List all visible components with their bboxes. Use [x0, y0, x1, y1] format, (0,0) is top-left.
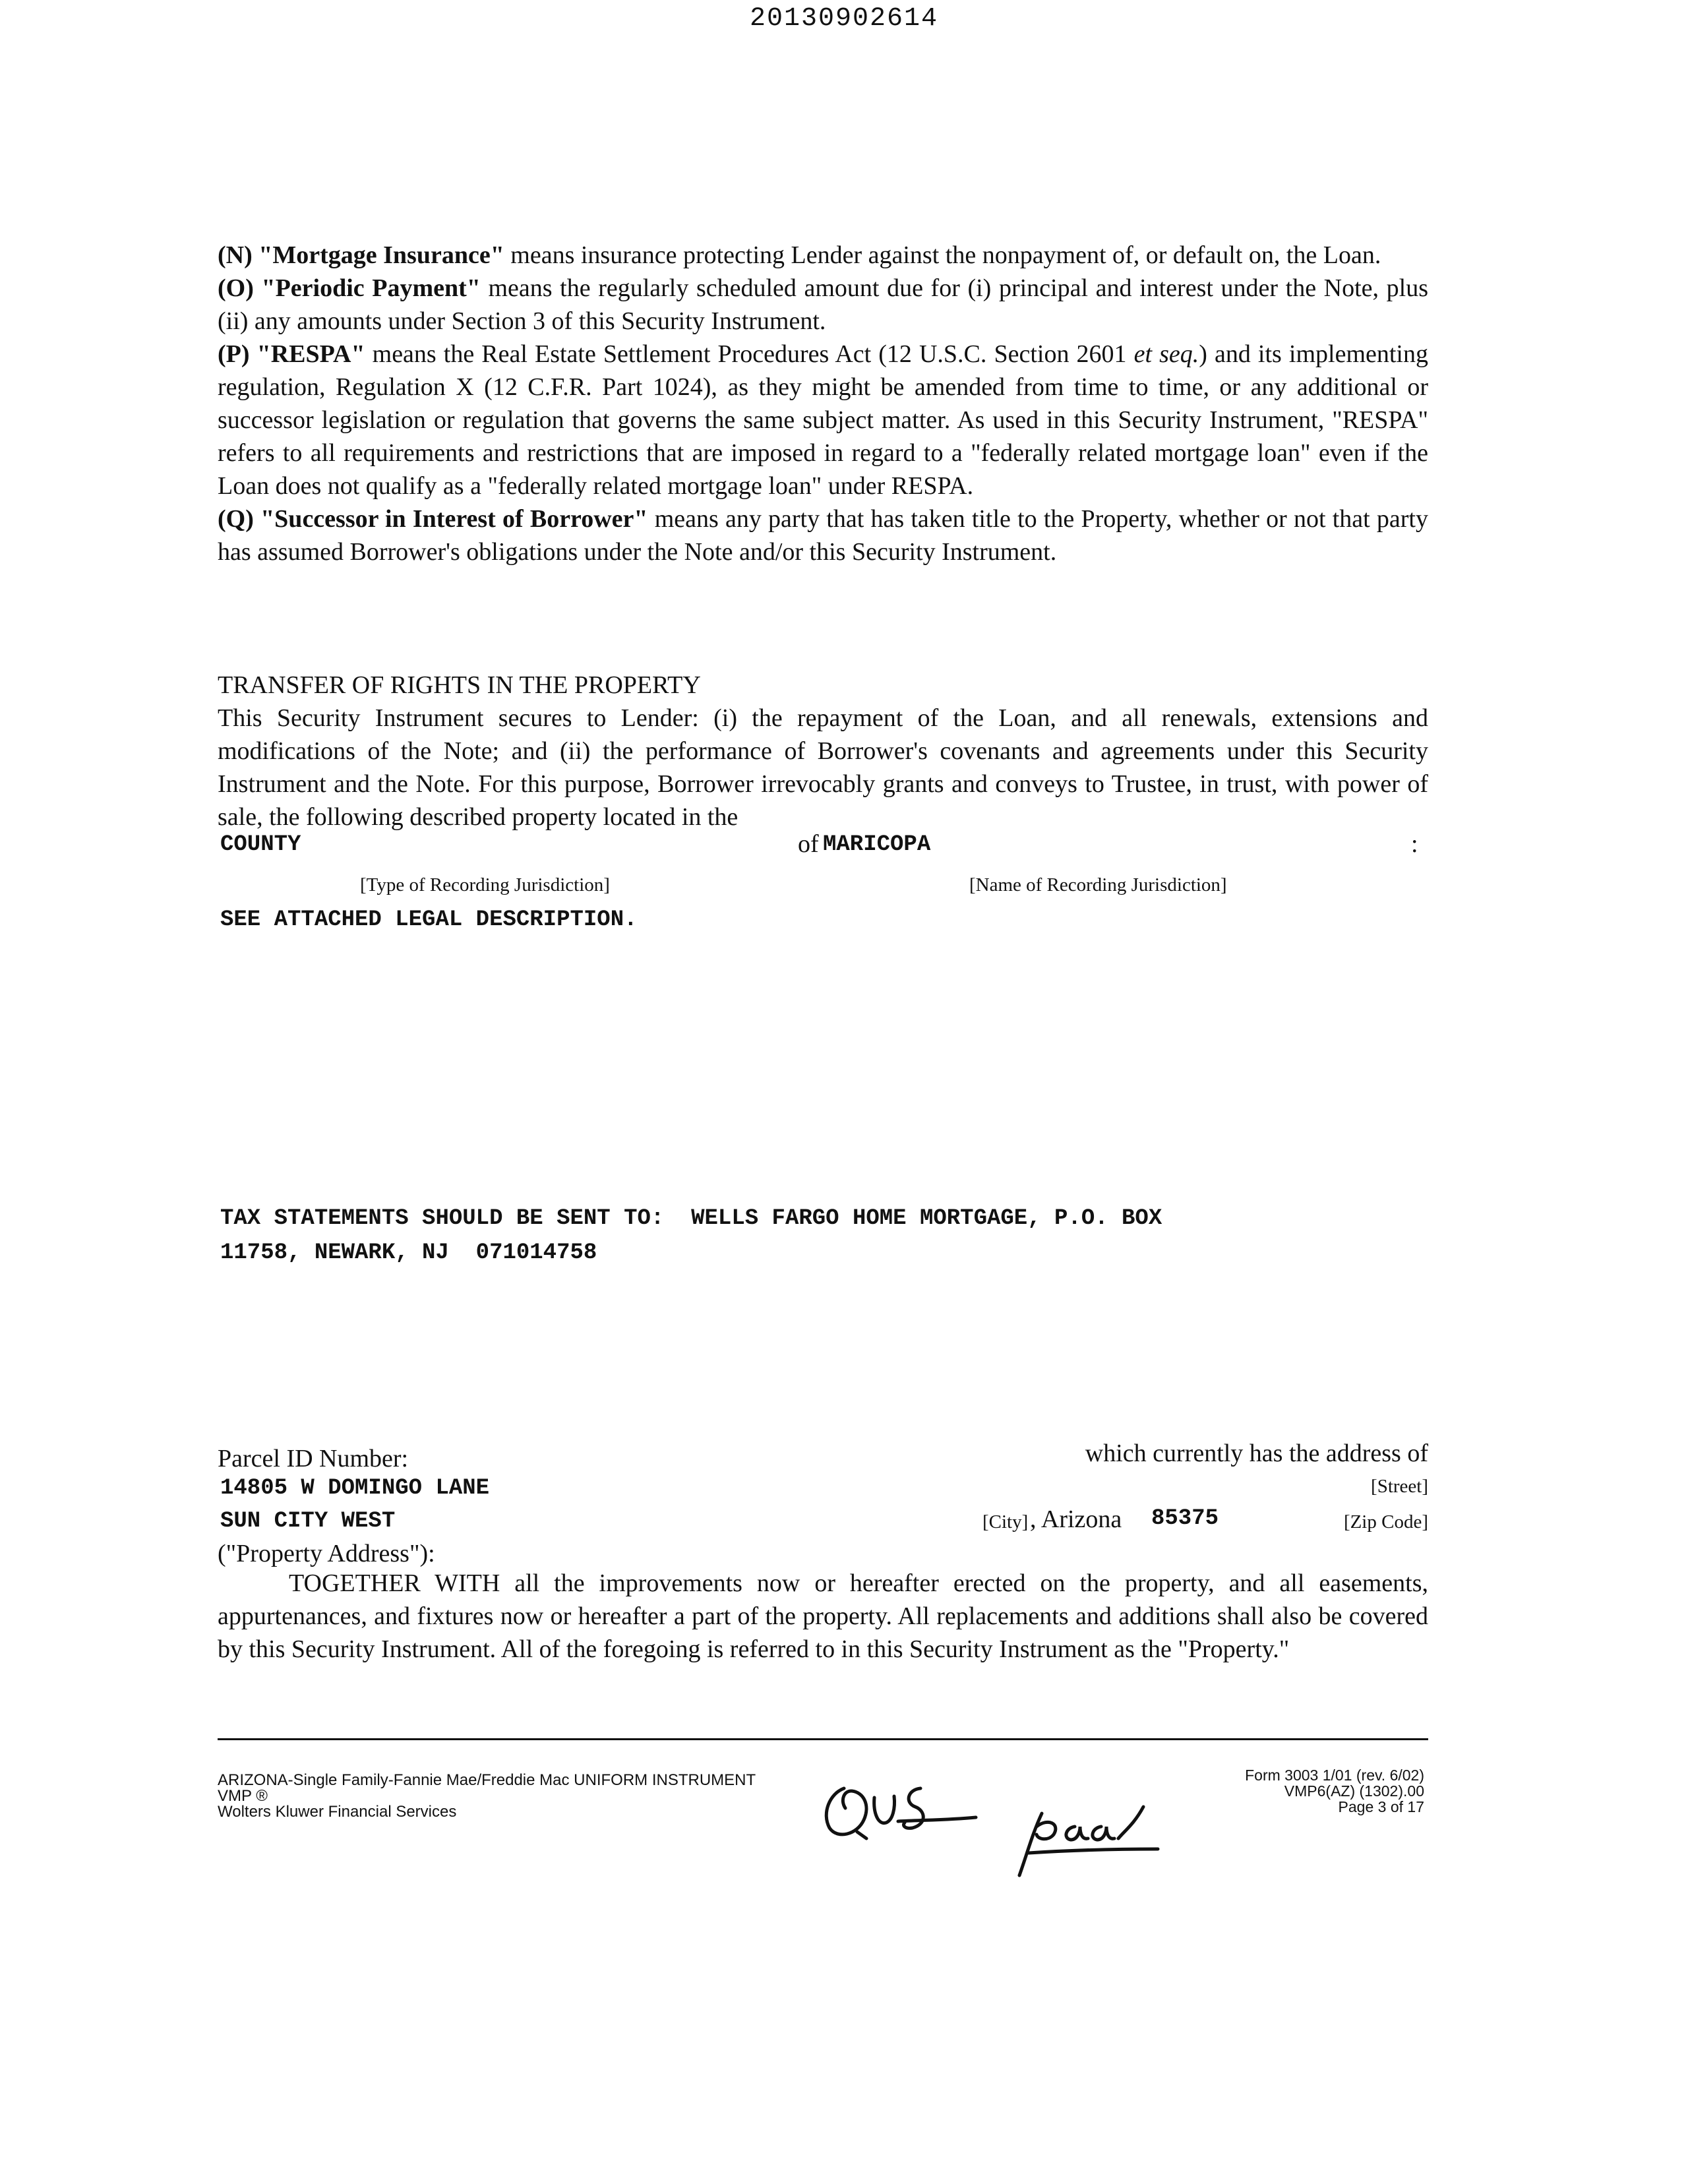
street-value: 14805 W DOMINGO LANE: [220, 1476, 490, 1501]
parcel-id-label: Parcel ID Number:: [218, 1445, 409, 1472]
property-address-label: ("Property Address"):: [218, 1540, 435, 1567]
address-intro: which currently has the address of: [1085, 1440, 1428, 1467]
jurisdiction-type-value: COUNTY: [220, 832, 301, 857]
recording-document-number: 20130902614: [749, 4, 939, 34]
jurisdiction-type-label: [Type of Recording Jurisdiction]: [360, 874, 610, 895]
definition-term: "Successor in Interest of Borrower": [260, 505, 648, 533]
tax-statement: [220, 1201, 1162, 1270]
jurisdiction-labels: [218, 874, 1428, 901]
definition-letter: (N): [218, 241, 253, 269]
jurisdiction-colon: :: [1411, 830, 1418, 858]
definition-p: [218, 338, 1428, 502]
tax-statement-line-2: 11758, NEWARK, NJ 071014758: [220, 1240, 597, 1265]
definition-italic: et seq.: [1133, 340, 1199, 368]
jurisdiction-name-label: [Name of Recording Jurisdiction]: [969, 874, 1227, 895]
zip-value: 85375: [1151, 1506, 1219, 1531]
definition-text-continued: ) and its implementing regulation, Regulation X (12 C.F.R. Part 1024), as they might be amended from time to time, or any additional or successor legislation or regulation that governs the same subject matter. As used in this Security Instrument, "RESPA" refers to all requirements and restrictions that are imposed in regard to a "federally related mortgage loan" even if the Loan does not qualify as a "federally related mortgage loan" under RESPA.: [218, 340, 1428, 500]
initials-signature-1: [818, 1774, 982, 1846]
transfer-heading: TRANSFER OF RIGHTS IN THE PROPERTY: [218, 671, 701, 699]
footer-publisher: Wolters Kluwer Financial Services: [218, 1803, 457, 1821]
definition-text: means any party that has taken title to the Property, whether or not that party has assumed Borrower's obligations under the Note and/or this Security Instrument.: [218, 505, 1428, 566]
tax-statement-line-1: TAX STATEMENTS SHOULD BE SENT TO: WELLS FARGO HOME MORTGAGE, P.O. BOX: [220, 1206, 1162, 1231]
city-label: [City]: [982, 1511, 1029, 1532]
footer-form-revision: Form 3003 1/01 (rev. 6/02): [1245, 1767, 1424, 1784]
footer-divider: [218, 1738, 1428, 1740]
footer-form-number: [1174, 1767, 1424, 1815]
definition-term: "Mortgage Insurance": [258, 241, 504, 269]
city-value: SUN CITY WEST: [220, 1509, 396, 1534]
definition-term: "RESPA": [256, 340, 365, 368]
jurisdiction-name-value: MARICOPA: [823, 832, 931, 857]
footer-instrument-title: ARIZONA-Single Family-Fannie Mae/Freddie Mac UNIFORM INSTRUMENT: [218, 1771, 756, 1789]
definition-letter: (Q): [218, 505, 254, 533]
street-label: [Street]: [1371, 1476, 1428, 1497]
definition-o: [218, 272, 1428, 338]
together-with-text: TOGETHER WITH all the improvements now or hereafter erected on the property, and all easements, appurtenances, and fixtures now or hereafter a part of the property. All replacements and additions shall also be covered by this Security Instrument. All of the foregoing is referred to in this Security Instrument as the "Property.": [218, 1569, 1428, 1663]
jurisdiction-row: [218, 832, 1428, 865]
footer-form-info: [218, 1773, 756, 1820]
transfer-section: [218, 669, 1428, 834]
state-text: , Arizona: [1030, 1505, 1122, 1533]
together-with-section: [218, 1567, 1428, 1666]
definition-n: [218, 239, 1428, 272]
jurisdiction-of: of: [798, 830, 819, 858]
definition-text: means the regularly scheduled amount due for (i) principal and interest under the Note, plus (ii) any amounts under Section 3 of this Security Instrument.: [218, 274, 1429, 335]
definition-text: means insurance protecting Lender against the nonpayment of, or default on, the Loan.: [504, 241, 1381, 269]
definition-term: "Periodic Payment": [261, 274, 481, 302]
definition-text: means the Real Estate Settlement Procedures Act (12 U.S.C. Section 2601: [365, 340, 1134, 368]
legal-description: SEE ATTACHED LEGAL DESCRIPTION.: [220, 907, 638, 932]
footer-vmp-code: VMP6(AZ) (1302).00: [1284, 1782, 1424, 1800]
footer-vmp: VMP ®: [218, 1787, 268, 1805]
definition-letter: (P): [218, 340, 250, 368]
definition-letter: (O): [218, 274, 254, 302]
initials-signature-2: [1002, 1794, 1160, 1879]
definition-q: [218, 502, 1428, 568]
definitions-section: [218, 239, 1428, 568]
footer-page-number: Page 3 of 17: [1338, 1798, 1424, 1815]
transfer-body: This Security Instrument secures to Lender: (i) the repayment of the Loan, and all renewals, extensions and modifications of the Note; and (ii) the performance of Borrower's covenants and agreements under this Security Instrument and the Note. For this purpose, Borrower irrevocably grants and conveys to Trustee, in trust, with power of sale, the following described property located in the: [218, 704, 1428, 831]
zip-label: [Zip Code]: [1343, 1511, 1428, 1532]
